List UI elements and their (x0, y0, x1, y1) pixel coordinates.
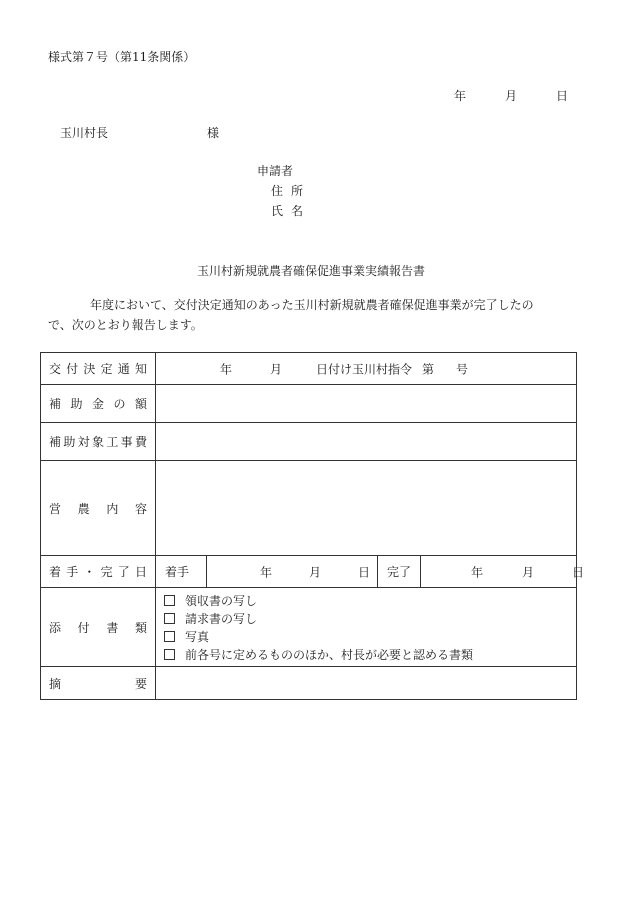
label-char: 交 (49, 362, 62, 376)
attach-label (41, 619, 155, 636)
checkbox-icon[interactable] (164, 613, 175, 624)
start-day: 日 (358, 565, 371, 579)
checkbox-icon[interactable] (164, 649, 175, 660)
label-char: 額 (134, 397, 147, 411)
label-char: 営 (49, 501, 62, 516)
summary-label (41, 675, 155, 692)
label-char: 容 (134, 501, 147, 516)
label-char: 書 (106, 620, 119, 635)
decision-label (41, 360, 155, 377)
label-char: 助 (63, 435, 76, 449)
end-label: 完了 (378, 556, 421, 587)
attachment-label: 写真 (185, 629, 210, 644)
cost-label-cell (41, 423, 156, 461)
decision-go: 号 (456, 362, 469, 376)
attachment-list (156, 588, 576, 666)
attachment-item[interactable] (164, 645, 568, 663)
label-char: 日 (134, 565, 147, 579)
decision-suffix: 日付け玉川村指令 (316, 362, 413, 376)
attach-value-cell (156, 588, 577, 667)
start-date (207, 556, 378, 587)
cost-value-cell (156, 423, 577, 461)
end-date (421, 556, 585, 587)
attachment-label: 請求書の写し (185, 611, 258, 626)
label-char: 事 (120, 435, 133, 449)
amount-label (41, 395, 155, 412)
date-month: 月 (505, 89, 518, 103)
summary-value-cell (156, 667, 577, 700)
label-char: 象 (91, 435, 104, 449)
label-char: の (113, 397, 126, 411)
intro-line-2: で、次のとおり報告します。 (48, 318, 203, 332)
address-label: 住所 (271, 184, 312, 198)
decision-label-cell (41, 353, 156, 385)
label-char: 工 (106, 435, 119, 449)
label-char: 了 (117, 565, 130, 579)
applicant-label: 申請者 (257, 164, 294, 178)
dates-value-cell (156, 556, 585, 588)
label-char: 補 (49, 397, 62, 411)
attachment-label: 領収書の写し (185, 593, 258, 608)
cost-label (41, 433, 155, 450)
attachment-item[interactable] (164, 591, 568, 609)
label-char: 決 (83, 362, 96, 376)
row-attachments (41, 588, 577, 667)
decision-year: 年 (220, 362, 233, 376)
form-number: 様式第７号（第11条関係） (48, 50, 196, 64)
label-char: 金 (91, 397, 104, 411)
intro-line-1: 年度において、交付決定通知のあった玉川村新規就農者確保促進事業が完了したの (90, 298, 534, 312)
label-char: 要 (134, 676, 147, 691)
row-decision-notice (41, 353, 577, 385)
addressee-honorific: 様 (207, 126, 220, 140)
dates-label-cell (41, 556, 156, 588)
content-value-cell (156, 461, 577, 556)
decision-dai: 第 (422, 362, 435, 376)
label-char: ・ (83, 565, 96, 579)
start-year: 年 (260, 565, 273, 579)
start-month: 月 (309, 565, 322, 579)
content-label-cell (41, 461, 156, 556)
addressee: 玉川村長 (60, 126, 109, 140)
checkbox-icon[interactable] (164, 631, 175, 642)
label-char: 対 (77, 435, 90, 449)
label-char: 摘 (49, 676, 62, 691)
dates-label (41, 563, 155, 580)
label-char: 完 (100, 565, 113, 579)
label-char: 手 (66, 565, 79, 579)
date-year: 年 (454, 89, 467, 103)
amount-label-cell (41, 385, 156, 423)
attachment-item[interactable] (164, 627, 568, 645)
attach-label-cell (41, 588, 156, 667)
report-table (40, 352, 585, 700)
checkbox-icon[interactable] (164, 595, 175, 606)
label-char: 補 (49, 435, 62, 449)
label-char: 内 (106, 501, 119, 516)
content-label (41, 500, 155, 517)
row-summary (41, 667, 577, 700)
decision-value-cell (156, 353, 577, 385)
date-day: 日 (556, 89, 569, 103)
label-char: 農 (77, 501, 90, 516)
name-label: 氏名 (271, 204, 312, 218)
summary-label-cell (41, 667, 156, 700)
row-start-end-dates (41, 556, 577, 588)
label-char: 定 (100, 362, 113, 376)
label-char: 着 (49, 565, 62, 579)
report-title: 玉川村新規就農者確保促進事業実績報告書 (197, 264, 426, 278)
end-year: 年 (471, 565, 484, 579)
label-char: 付 (77, 620, 90, 635)
decision-month: 月 (270, 362, 283, 376)
attachment-label: 前各号に定めるもののほか、村長が必要と認める書類 (185, 647, 474, 662)
row-farming-content (41, 461, 577, 556)
label-char: 付 (66, 362, 79, 376)
start-label: 着手 (156, 556, 207, 587)
row-construction-cost (41, 423, 577, 461)
label-char: 助 (70, 397, 83, 411)
end-month: 月 (522, 565, 535, 579)
row-subsidy-amount (41, 385, 577, 423)
end-day: 日 (572, 565, 585, 579)
label-char: 類 (134, 620, 147, 635)
label-char: 知 (134, 362, 147, 376)
label-char: 通 (117, 362, 130, 376)
amount-value-cell (156, 385, 577, 423)
label-char: 費 (134, 435, 147, 449)
label-char: 添 (49, 620, 62, 635)
attachment-item[interactable] (164, 609, 568, 627)
